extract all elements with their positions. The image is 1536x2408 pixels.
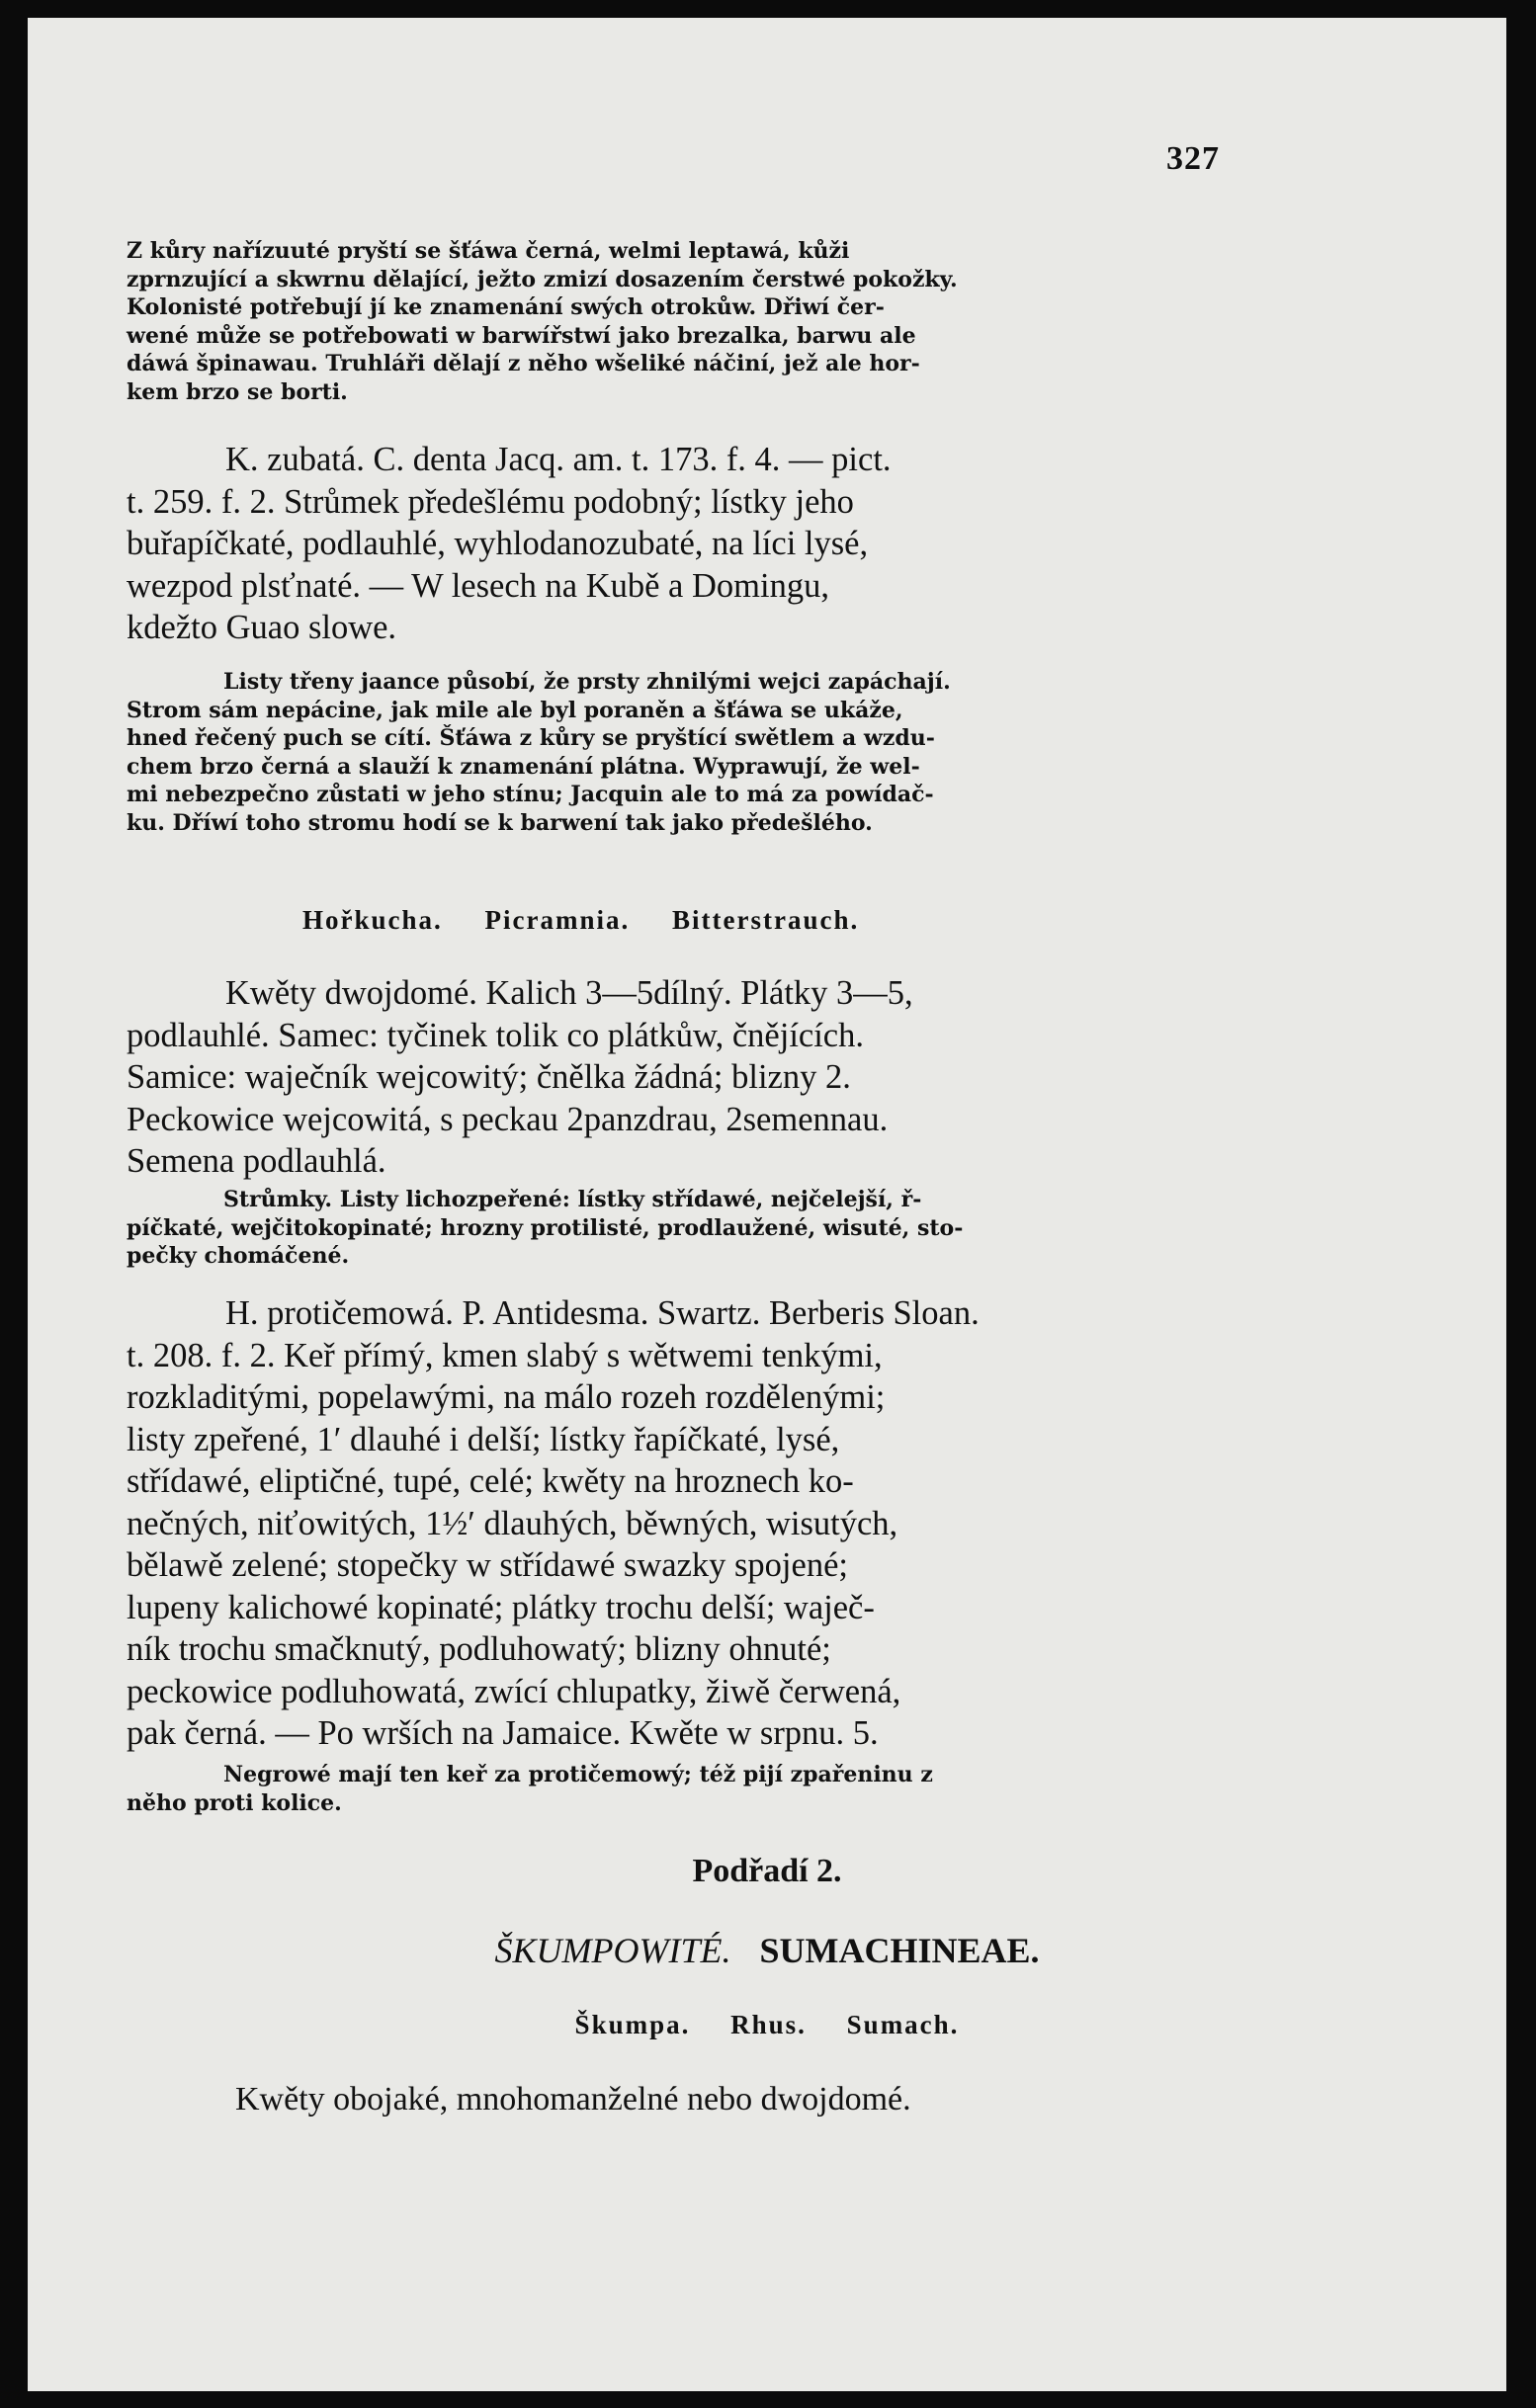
text-line: t. 259. f. 2. Strůmek předešlému podobný; lístky jeho <box>127 482 854 521</box>
text-line: K. zubatá. C. denta Jacq. am. t. 173. f. 4. — pict. <box>225 441 892 478</box>
paragraph-leaves-odor <box>127 668 1188 837</box>
text-line: něho proti kolice. <box>127 1789 342 1816</box>
text-line: střídawé, eliptičné, tupé, celé; kwěty na hroznech ko- <box>127 1462 854 1500</box>
text-line: kem brzo se borti. <box>127 378 348 405</box>
genus-name-czech: Škumpa. <box>574 2010 691 2039</box>
page-number: 327 <box>1166 140 1220 177</box>
text-line: t. 208. f. 2. Keř přímý, kmen slabý s wětwemi tenkými, <box>127 1336 883 1374</box>
genus-name-german: Bitterstrauch. <box>672 905 860 935</box>
text-line: Strůmky. Listy lichozpeřené: lístky střídawé, nejčelejší, ř- <box>223 1187 922 1212</box>
text-line: kdežto Guao slowe. <box>127 609 397 646</box>
genus-name-latin: Rhus. <box>730 2010 807 2039</box>
text-line: Peckowice wejcowitá, s peckau 2panzdrau, 2semennau. <box>127 1100 889 1138</box>
text-line: zprnzující a skwrnu dělající, ježto zmizí dosazením čerstwé pokožky. <box>127 266 958 292</box>
text-line: Kolonisté potřebují jí ke znamenání swých otrokůw. Dřiwí čer- <box>127 294 885 320</box>
text-line: pečky chomáčené. <box>127 1243 350 1269</box>
text-line: listy zpeřené, 1′ dlauhé i delší; lístky řapíčkaté, lysé, <box>127 1420 840 1458</box>
paragraph-genus-description <box>127 972 1194 1183</box>
family-heading <box>28 1930 1506 1971</box>
text-line: bělawě zelené; stopečky w střídawé swazky spojené; <box>127 1546 848 1584</box>
paragraph-bark-sap <box>127 237 1188 406</box>
suborder-heading: Podřadí 2. <box>692 1853 842 1889</box>
paragraph-negro-use <box>127 1761 1188 1817</box>
text-line: Negrowé mají ten keř za protičemowý; též pijí zpařeninu z <box>223 1762 933 1787</box>
book-page <box>28 18 1506 2391</box>
text-line: Strom sám nepácine, jak mile ale byl poraněn a šťáwa se ukáže, <box>127 697 903 723</box>
text-line: pak černá. — Po wrších na Jamaice. Kwěte w srpnu. 5. <box>127 1714 879 1752</box>
text-line: Z kůry nařízuuté pryští se šťáwa černá, welmi leptawá, kůži <box>127 238 850 264</box>
text-line: ník trochu smačknutý, podluhowatý; blizny ohnuté; <box>127 1630 831 1668</box>
text-line: lupeny kalichowé kopinaté; plátky trochu delší; waječ- <box>127 1588 875 1626</box>
text-line: rozkladitými, popelawými, na málo rozeh rozdělenými; <box>127 1378 886 1416</box>
genus-name-latin: Picramnia. <box>484 905 631 935</box>
text-line: buřapíčkaté, podlauhlé, wyhlodanozubaté, na líci lysé, <box>127 525 869 562</box>
closing-line: Kwěty obojaké, mnohomanželné nebo dwojdomé. <box>235 2081 911 2117</box>
paragraph-species-zubata <box>127 439 1194 649</box>
text-line: chem brzo černá a slauží k znamenání plátna. Wyprawují, že wel- <box>127 753 920 780</box>
text-line: hned řečený puch se cítí. Šťáwa z kůry se pryštící swětlem a wzdu- <box>127 725 935 751</box>
genus-heading-rhus <box>28 2010 1506 2040</box>
genus-heading-picramnia <box>302 905 1133 936</box>
genus-name-czech: Hořkucha. <box>302 905 443 935</box>
paragraph-species-proticemowa <box>127 1292 1194 1755</box>
text-line: podlauhlé. Samec: tyčinek tolik co plátkůw, čnějících. <box>127 1016 864 1054</box>
text-line: Kwěty dwojdomé. Kalich 3—5dílný. Plátky 3—5, <box>225 974 913 1012</box>
text-line: Semena podlauhlá. <box>127 1142 386 1180</box>
text-line: dáwá špinawau. Truhláři dělají z něho wšeliké náčiní, jež ale hor- <box>127 351 920 376</box>
text-line: nečných, niťowitých, 1½′ dlauhých, běwných, wisutých, <box>127 1504 898 1542</box>
paragraph-shrub-notes <box>127 1186 1188 1271</box>
text-line: wené může se potřebowati w barwířstwí jako brezalka, barwu ale <box>127 322 916 349</box>
genus-name-german: Sumach. <box>846 2010 960 2039</box>
text-line: Samice: waječník wejcowitý; čnělka žádná; blizny 2. <box>127 1058 851 1096</box>
text-line: H. protičemowá. P. Antidesma. Swartz. Berberis Sloan. <box>225 1294 980 1332</box>
text-line: mi nebezpečno zůstati w jeho stínu; Jacquin ale to má za powídač- <box>127 782 934 807</box>
text-line: ku. Dříwí toho stromu hodí se k barwení tak jako předešlého. <box>127 809 873 836</box>
text-line: Listy třeny jaance působí, že prsty zhnilými wejci zapáchají. <box>223 669 951 695</box>
family-name-czech: ŠKUMPOWITÉ. <box>494 1931 731 1970</box>
text-line: peckowice podluhowatá, zwící chlupatky, žiwě čerwená, <box>127 1672 901 1710</box>
text-line: píčkaté, wejčitokopinaté; hrozny protilisté, prodlaužené, wisuté, sto- <box>127 1214 964 1241</box>
family-name-latin: SUMACHINEAE. <box>759 1931 1040 1970</box>
text-line: wezpod plsťnaté. — W lesech na Kubě a Domingu, <box>127 566 829 605</box>
